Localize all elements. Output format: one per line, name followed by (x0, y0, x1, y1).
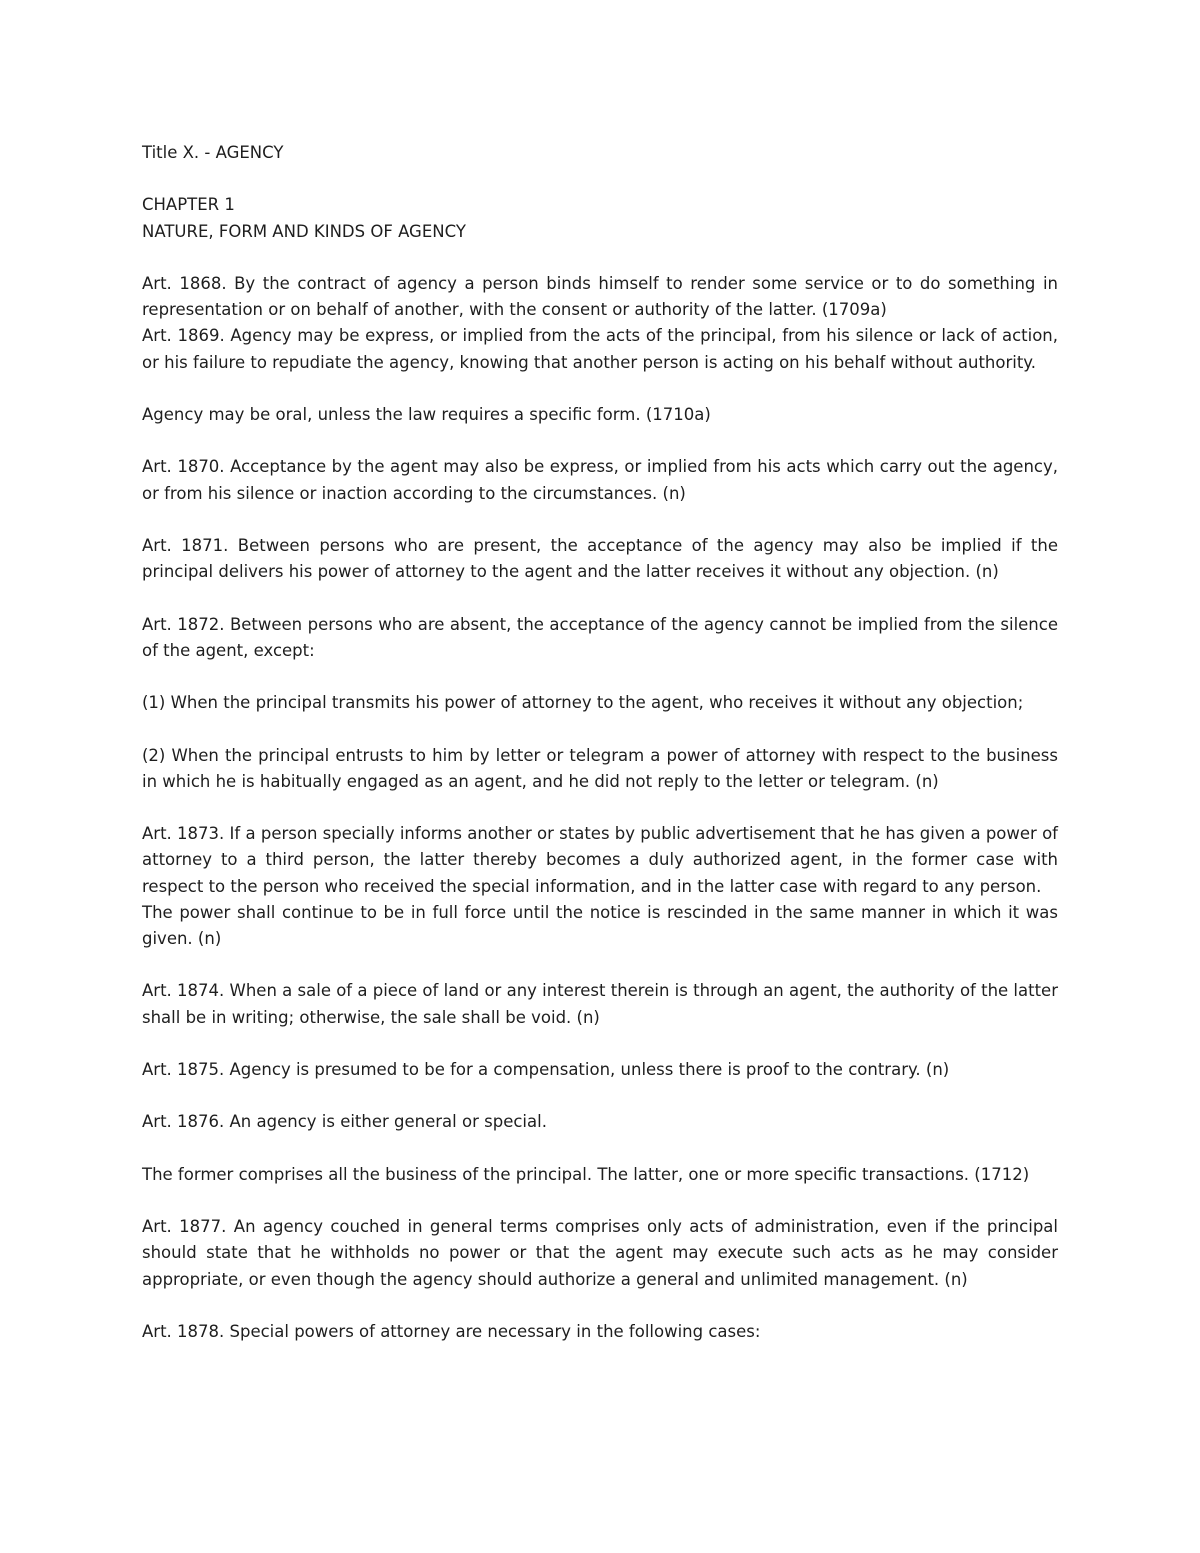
article-1868: Art. 1868. By the contract of agency a person binds himself to render some service or to do something in representation or on behalf of another, with the consent or authority of the latter. (1709a) (142, 273, 1058, 320)
article-1878: Art. 1878. Special powers of attorney are necessary in the following cases: (142, 1321, 761, 1341)
spacer (142, 952, 1058, 978)
article-1873-paragraph-2: The power shall continue to be in full force until the notice is rescinded in the same manner in which it was given. (n) (142, 902, 1058, 948)
article-1869-paragraph-2: Agency may be oral, unless the law requires a specific form. (1710a) (142, 404, 711, 424)
article-1872: Art. 1872. Between persons who are absent, the acceptance of the agency cannot be implied from the silence of the agent, except: (142, 614, 1058, 660)
article-1876-paragraph-2: The former comprises all the business of the principal. The latter, one or more specific transactions. (1712) (142, 1164, 1030, 1184)
spacer (142, 507, 1058, 533)
document-page (142, 140, 1058, 1345)
article-1877: Art. 1877. An agency couched in general terms comprises only acts of administration, even if the principal should state that he withholds no power or that the agent may execute such acts as he may consider appropriate, or even though the agency should authorize a general and unlimited management. (n) (142, 1217, 1058, 1289)
spacer (142, 1188, 1058, 1214)
article-1874: Art. 1874. When a sale of a piece of land or any interest therein is through an agent, the authority of the latter shall be in writing; otherwise, the sale shall be void. (n) (142, 981, 1058, 1027)
chapter-title: NATURE, FORM AND KINDS OF AGENCY (142, 221, 466, 241)
spacer (142, 664, 1058, 690)
spacer (142, 716, 1058, 742)
article-1872-item-2: (2) When the principal entrusts to him by letter or telegram a power of attorney with respect to the business in which he is habitually engaged as an agent, and he did not reply to the letter or telegram. (n) (142, 745, 1058, 791)
spacer (142, 1136, 1058, 1162)
document-title: Title X. - AGENCY (142, 143, 284, 162)
spacer (142, 795, 1058, 821)
spacer (142, 245, 1058, 271)
spacer (142, 1031, 1058, 1057)
article-1869: Art. 1869. Agency may be express, or implied from the acts of the principal, from his silence or lack of action, or his failure to repudiate the agency, knowing that another person is acting on his behalf without authority. (142, 326, 1058, 372)
article-1876: Art. 1876. An agency is either general or special. (142, 1112, 547, 1132)
article-1873: Art. 1873. If a person specially informs another or states by public advertisement that he has given a power of attorney to a third person, the latter thereby becomes a duly authorized agent, in the former case with respect to the person who received the special information, and in the latter case with regard to any person. (142, 824, 1058, 896)
article-1872-item-1: (1) When the principal transmits his power of attorney to the agent, who receives it without any objection; (142, 693, 1024, 713)
spacer (142, 1293, 1058, 1319)
article-1871: Art. 1871. Between persons who are present, the acceptance of the agency may also be implied if the principal delivers his power of attorney to the agent and the latter receives it without any objection. (n) (142, 535, 1058, 582)
spacer (142, 428, 1058, 454)
spacer (142, 1083, 1058, 1109)
spacer (142, 166, 1058, 192)
spacer (142, 585, 1058, 611)
article-1870: Art. 1870. Acceptance by the agent may also be express, or implied from his acts which carry out the agency, or from his silence or inaction according to the circumstances. (n) (142, 457, 1058, 503)
chapter-number: CHAPTER 1 (142, 195, 235, 215)
spacer (142, 376, 1058, 402)
article-1875: Art. 1875. Agency is presumed to be for a compensation, unless there is proof to the contrary. (n) (142, 1059, 950, 1079)
